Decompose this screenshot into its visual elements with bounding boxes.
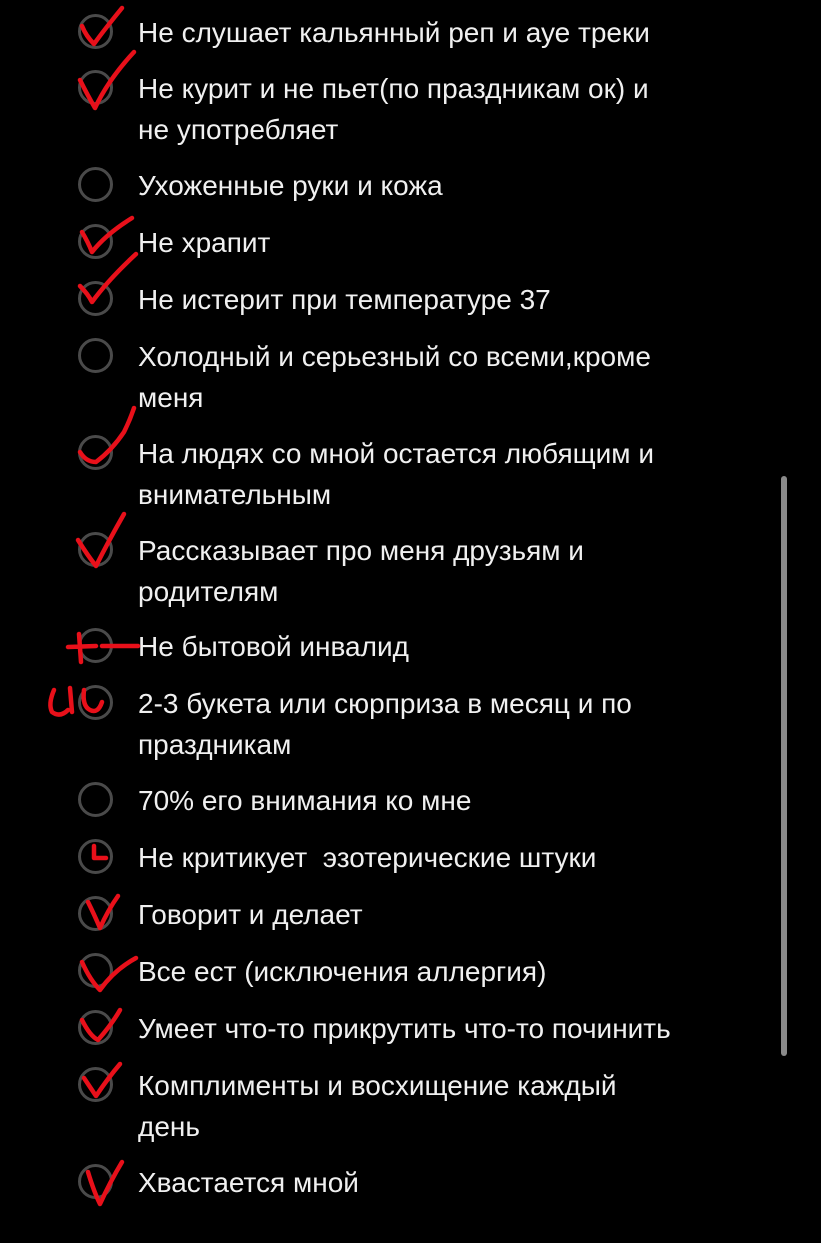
checkbox-circle-icon[interactable] — [78, 1164, 113, 1199]
checkbox-circle-icon[interactable] — [78, 224, 113, 259]
checkbox-circle-icon[interactable] — [78, 953, 113, 988]
checklist-item-label: Холодный и серьезный со всеми,кроме меня — [138, 341, 651, 413]
vertical-scrollbar[interactable] — [781, 476, 787, 1056]
checklist-item-label: Ухоженные руки и кожа — [138, 170, 443, 201]
checklist-item-label: Все ест (исключения аллергия) — [138, 956, 547, 987]
checklist-item-label: Не бытовой инвалид — [138, 631, 409, 662]
checkbox-circle-icon[interactable] — [78, 281, 113, 316]
checkbox-circle-icon[interactable] — [78, 782, 113, 817]
checklist-item-label: Комплименты и восхищение каждый день — [138, 1070, 617, 1142]
checklist-item-label: Не курит и не пьет(по праздникам ок) и не употребляет — [138, 73, 649, 145]
checkbox-circle-icon[interactable] — [78, 896, 113, 931]
checkbox-circle-icon[interactable] — [78, 70, 113, 105]
checkbox-circle-icon[interactable] — [78, 167, 113, 202]
checkbox-circle-icon[interactable] — [78, 435, 113, 470]
checklist-item-label: Не критикует эзотерические штуки — [138, 842, 597, 873]
checkbox-circle-icon[interactable] — [78, 1010, 113, 1045]
checkbox-circle-icon[interactable] — [78, 1067, 113, 1102]
checkbox-circle-icon[interactable] — [78, 532, 113, 567]
checklist-item-label: Не слушает кальянный реп и ауе треки — [138, 17, 650, 48]
checklist-item-label: Рассказывает про меня друзьям и родителям — [138, 535, 584, 607]
checklist-item-label: 70% его внимания ко мне — [138, 785, 472, 816]
checklist-item-label: Хвастается мной — [138, 1167, 359, 1198]
checklist-item-label: Говорит и делает — [138, 899, 363, 930]
checklist-item-label: Умеет что-то прикрутить что-то починить — [138, 1013, 671, 1044]
checkbox-circle-icon[interactable] — [78, 685, 113, 720]
checkbox-circle-icon[interactable] — [78, 14, 113, 49]
checkbox-circle-icon[interactable] — [78, 628, 113, 663]
checklist-item-label: 2-3 букета или сюрприза в месяц и по праздникам — [138, 688, 632, 760]
checklist-item-label: Не храпит — [138, 227, 271, 258]
checklist-item-label: На людях со мной остается любящим и внимательным — [138, 438, 654, 510]
checkbox-circle-icon[interactable] — [78, 839, 113, 874]
checklist-item-label: Не истерит при температуре 37 — [138, 284, 551, 315]
checkbox-circle-icon[interactable] — [78, 338, 113, 373]
